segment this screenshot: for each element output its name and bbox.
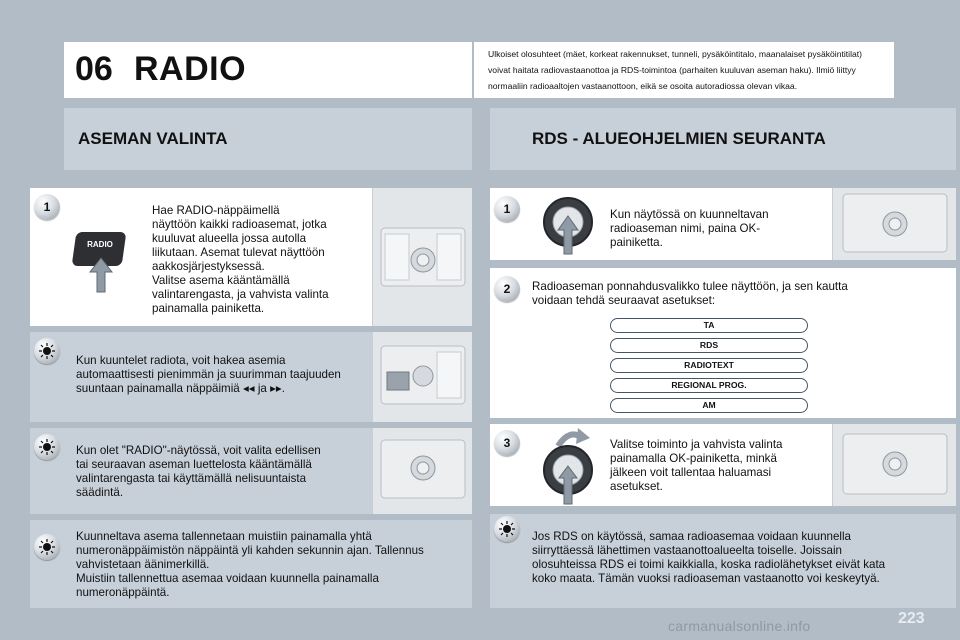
step-r3-text: Valitse toiminto ja vahvista valinta painamalla OK-painiketta, minkä jälkeen voit tallentaa haluamasi asetukset. xyxy=(610,438,783,493)
chapter-number: 06 xyxy=(75,50,113,88)
menu-item-regional-prog[interactable]: REGIONAL PROG. xyxy=(610,378,808,393)
seek-forward-icon: ▸▸ xyxy=(270,382,282,395)
device-thumbnail-3 xyxy=(372,428,472,514)
menu-item-radiotext[interactable]: RADIOTEXT xyxy=(610,358,808,373)
reception-note: Ulkoiset olosuhteet (mäet, korkeat rakennukset, tunneli, pysäköintitalo, maanalaiset pysäköintitilat) voivat haitata radiovastaanottoa ja RDS-toimintoa (parhaiten kuuluvan aseman haku). Ilmiö liittyy normaaliin radioaaltojen vastaanottoon, eikä se osoita autoradiossa olevan vikaa. xyxy=(474,42,894,98)
section-title-text: ASEMAN VALINTA xyxy=(78,129,228,148)
section-title-text: RDS - ALUEOHJELMIEN SEURANTA xyxy=(532,129,826,148)
press-arrow-icon xyxy=(88,256,114,294)
radio-button-label: RADIO xyxy=(87,240,113,249)
tip-1-text-a: Kun kuuntelet radiota, voit hakea asemia automaattisesti pienimmän ja suurimman taajuuden suuntaan painamalla näppäimiä xyxy=(76,354,341,395)
lightbulb-icon xyxy=(39,439,55,455)
menu-item-am[interactable]: AM xyxy=(610,398,808,413)
step-badge-r2: 2 xyxy=(494,276,520,302)
step-r2-text: Radioaseman ponnahdusvalikko tulee näyttöön, ja sen kautta voidaan tehdä seuraavat asetukset: xyxy=(532,280,848,307)
lightbulb-icon xyxy=(39,343,55,359)
tip-icon-3 xyxy=(34,534,60,560)
step-badge-r3: 3 xyxy=(494,430,520,456)
step-badge-1: 1 xyxy=(34,194,60,220)
tip-r-text: Jos RDS on käytössä, samaa radioasemaa voidaan kuunnella siirryttäessä lähettimen vastaanottoalueelta toiselle. Joissain olosuhteissa RDS ei toimi kaikkialla, koska radiolähetykset eivät kata koko maata. Tämän vuoksi radioaseman vastaanotto voi keskeytyä. xyxy=(532,530,886,585)
chapter-header xyxy=(64,42,472,98)
section-title-rds xyxy=(490,108,956,170)
radio-unit-icon xyxy=(833,424,957,506)
watermark: carmanualsonline.info xyxy=(668,618,811,634)
seek-back-icon: ◂◂ xyxy=(242,382,255,395)
ok-dial-icon xyxy=(540,196,596,256)
tip-3-text: Kuunneltava asema tallennetaan muistiin painamalla yhtä numeronäppäimistön näppäintä yli kahden sekunnin ajan. Tallennus vahvistetaan äänimerkillä. Muistiin tallennettua asemaa voidaan kuunnella painamalla numeronäppäintä. xyxy=(76,530,424,599)
menu-item-rds[interactable]: RDS xyxy=(610,338,808,353)
step-badge-r1: 1 xyxy=(494,196,520,222)
device-thumbnail-r3 xyxy=(832,424,956,506)
chapter-title: RADIO xyxy=(134,50,247,88)
turn-confirm-dial-icon xyxy=(540,424,600,506)
menu-item-ta[interactable]: TA xyxy=(610,318,808,333)
section-title-station-selection xyxy=(64,108,472,170)
tip-1-text-end: . xyxy=(281,382,285,395)
tip-icon-2 xyxy=(34,434,60,460)
step-r1-text: Kun näytössä on kuunneltavan radioaseman nimi, paina OK- painiketta. xyxy=(610,208,769,249)
step-1-text: Hae RADIO-näppäimellä näyttöön kaikki radioasemat, jotka kuuluvat alueella jossa autolla liikutaan. Asemat tulevat näyttöön aakkosjärjestyksessä. Valitse asema kääntämällä valintarengasta, ja vahvista valinta painamalla painiketta. xyxy=(152,204,329,315)
device-thumbnail-2 xyxy=(372,332,472,422)
radio-unit-icon xyxy=(373,428,473,514)
tip-icon-r xyxy=(494,516,520,542)
tip-1-text xyxy=(76,354,376,396)
tip-icon-1 xyxy=(34,338,60,364)
radio-unit-icon xyxy=(833,188,957,260)
tip-1-text-and: ja xyxy=(254,382,271,395)
device-thumbnail-1 xyxy=(372,188,472,326)
device-thumbnail-r1 xyxy=(832,188,956,260)
radio-unit-icon xyxy=(373,332,473,422)
lightbulb-icon xyxy=(39,539,55,555)
radio-unit-icon xyxy=(373,188,473,326)
lightbulb-icon xyxy=(499,521,515,537)
page-number: 223 xyxy=(898,610,925,627)
tip-2-text: Kun olet "RADIO"-näytössä, voit valita edellisen tai seuraavan aseman luettelosta kääntämällä valintarengasta tai käyttämällä nelisuuntaista säädintä. xyxy=(76,444,321,499)
